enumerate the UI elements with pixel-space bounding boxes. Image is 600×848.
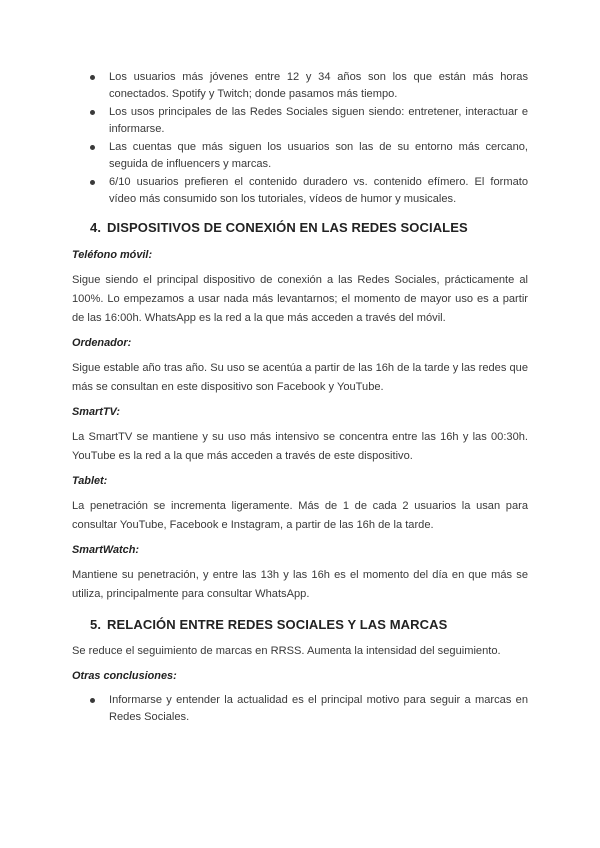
intro-bullet-list bbox=[72, 69, 528, 208]
conclusions-label: Otras conclusiones: bbox=[72, 670, 177, 682]
device-text-tablet: La penetración se incrementa ligeramente. Más de 1 de cada 2 usuarios la usan para consultar YouTube, Facebook e Instagram, a partir de las 16h de la tarde. bbox=[72, 500, 528, 531]
section-number: 5. bbox=[90, 617, 102, 632]
device-text-smartwatch: Mantiene su penetración, y entre las 13h y las 16h es el momento del día en que más se utiliza, principalmente para consultar WhatsApp. bbox=[72, 569, 528, 600]
section-title: DISPOSITIVOS DE CONEXIÓN EN LAS REDES SOCIALES bbox=[107, 220, 468, 235]
list-item: Los usos principales de las Redes Sociales siguen siendo: entretener, interactuar e informarse. bbox=[72, 104, 528, 138]
section-4-heading bbox=[72, 220, 528, 235]
device-label-smarttv: SmartTV: bbox=[72, 406, 121, 418]
section-5-text: Se reduce el seguimiento de marcas en RRSS. Aumenta la intensidad del seguimiento. bbox=[72, 645, 501, 657]
device-label-phone: Teléfono móvil: bbox=[72, 249, 153, 261]
section-title: RELACIÓN ENTRE REDES SOCIALES Y LAS MARCAS bbox=[107, 617, 448, 632]
section-5-heading bbox=[72, 617, 528, 632]
list-item: 6/10 usuarios prefieren el contenido duradero vs. contenido efímero. El formato vídeo más consumido son los tutoriales, vídeos de humor y musicales. bbox=[72, 174, 528, 208]
device-text-smarttv: La SmartTV se mantiene y su uso más intensivo se concentra entre las 16h y las 00:30h. YouTube es la red a la que más acceden a través de este dispositivo. bbox=[72, 431, 528, 462]
list-item: Los usuarios más jóvenes entre 12 y 34 años son los que están más horas conectados. Spotify y Twitch; donde pasamos más tiempo. bbox=[72, 69, 528, 103]
page-content bbox=[72, 69, 528, 727]
device-label-computer: Ordenador: bbox=[72, 337, 132, 349]
section-number: 4. bbox=[90, 220, 102, 235]
device-text-phone: Sigue siendo el principal dispositivo de conexión a las Redes Sociales, prácticamente al 100%. Lo empezamos a usar nada más levantarnos; el momento de mayor uso es a partir de las 16:00h. WhatsApp es la red a la que más acceden a través del móvil. bbox=[72, 274, 528, 324]
conclusions-bullet-list bbox=[72, 692, 528, 726]
device-label-smartwatch: SmartWatch: bbox=[72, 544, 139, 556]
device-text-computer: Sigue estable año tras año. Su uso se acentúa a partir de las 16h de la tarde y las redes que más se consultan en este dispositivo son Facebook y YouTube. bbox=[72, 362, 528, 393]
list-item: Las cuentas que más siguen los usuarios son las de su entorno más cercano, seguida de influencers y marcas. bbox=[72, 139, 528, 173]
list-item: Informarse y entender la actualidad es el principal motivo para seguir a marcas en Redes Sociales. bbox=[72, 692, 528, 726]
device-label-tablet: Tablet: bbox=[72, 475, 108, 487]
